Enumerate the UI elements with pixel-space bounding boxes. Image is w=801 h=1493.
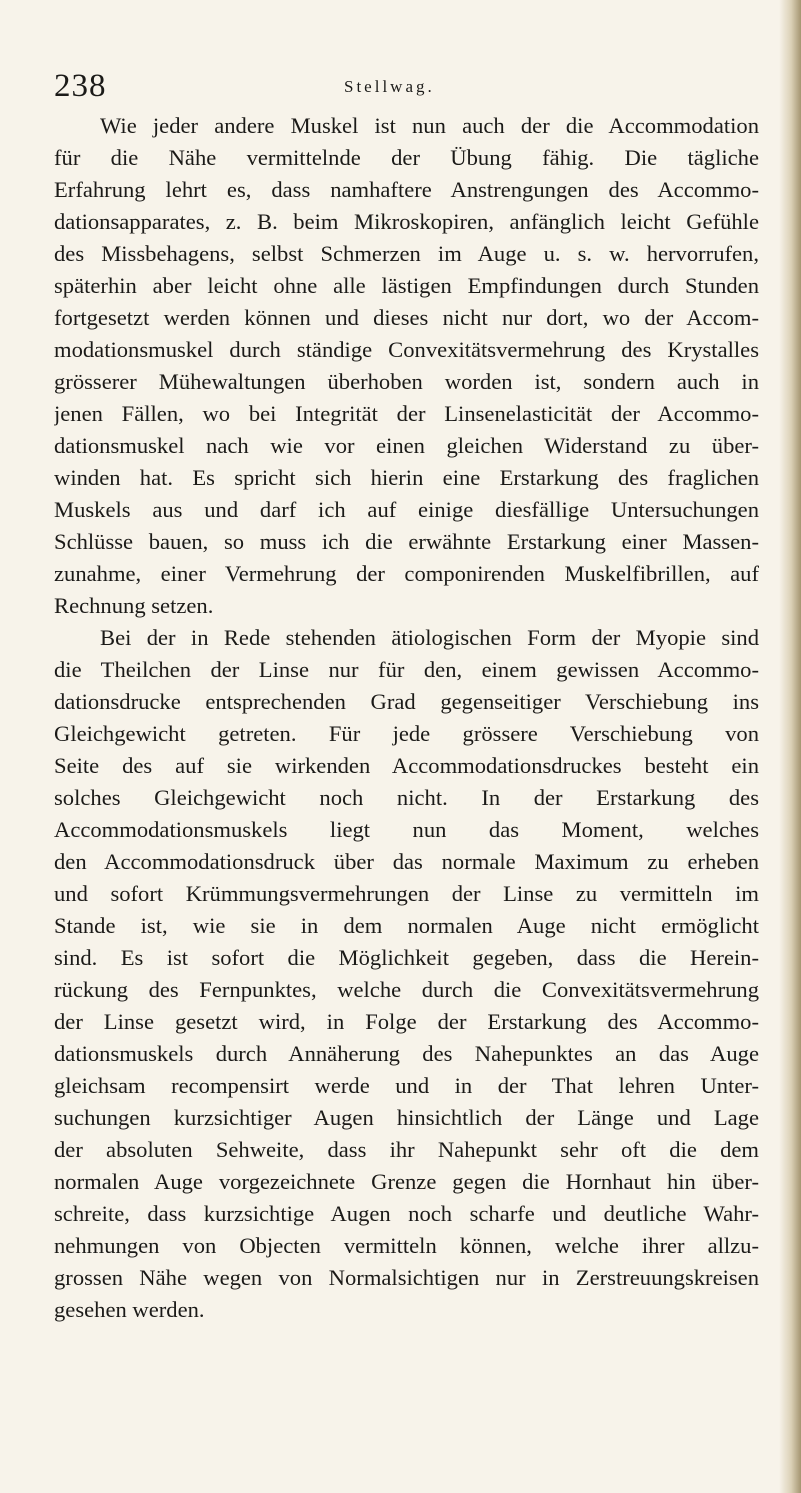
text-line: zunahme, einer Vermehrung der componirenden Muskelfibrillen, auf	[54, 561, 759, 586]
text-line: nehmungen von Objecten vermitteln können, welche ihrer allzu-	[54, 1233, 759, 1258]
running-head: Stellwag.	[344, 77, 435, 96]
text-line: modationsmuskel durch ständige Convexitätsvermehrung des Krystalles	[54, 337, 759, 362]
text-line: der absoluten Sehweite, dass ihr Nahepunkt sehr oft die dem	[54, 1137, 759, 1162]
text-line: die Theilchen der Linse nur für den, einem gewissen Accommo-	[54, 657, 759, 682]
text-line: gesehen werden.	[54, 1297, 205, 1322]
text-line: der Linse gesetzt wird, in Folge der Erstarkung des Accommo-	[54, 1009, 759, 1034]
text-line: fortgesetzt werden können und dieses nicht nur dort, wo der Accom-	[54, 305, 759, 330]
text-line: dationsdrucke entsprechenden Grad gegenseitiger Verschiebung ins	[54, 689, 759, 714]
text-line: Bei der in Rede stehenden ätiologischen Form der Myopie sind	[100, 625, 759, 650]
text-line: späterhin aber leicht ohne alle lästigen Empfindungen durch Stunden	[54, 273, 759, 298]
text-line: dationsmuskels durch Annäherung des Nahepunktes an das Auge	[54, 1041, 759, 1066]
text-line: normalen Auge vorgezeichnete Grenze gegen die Hornhaut hin über-	[54, 1169, 759, 1194]
text-line: Stande ist, wie sie in dem normalen Auge nicht ermöglicht	[54, 913, 759, 938]
text-line: Erfahrung lehrt es, dass namhaftere Anstrengungen des Accommo-	[54, 177, 759, 202]
text-line: dationsapparates, z. B. beim Mikroskopiren, anfänglich leicht Gefühle	[54, 209, 759, 234]
text-line: Muskels aus und darf ich auf einige diesfällige Untersuchungen	[54, 497, 759, 522]
text-line: den Accommodationsdruck über das normale Maximum zu erheben	[54, 849, 759, 874]
text-line: Schlüsse bauen, so muss ich die erwähnte Erstarkung einer Massen-	[54, 529, 759, 554]
page-number: 238	[54, 68, 107, 104]
text-line: Wie jeder andere Muskel ist nun auch der die Accommodation	[100, 113, 759, 138]
text-line: jenen Fällen, wo bei Integrität der Linsenelasticität der Accommo-	[54, 401, 759, 426]
page-edge-shadow	[779, 0, 801, 1493]
text-line: gleichsam recompensirt werde und in der That lehren Unter-	[54, 1073, 759, 1098]
text-line: grossen Nähe wegen von Normalsichtigen nur in Zerstreuungskreisen	[54, 1265, 759, 1290]
text-line: Rechnung setzen.	[54, 593, 214, 618]
text-line: suchungen kurzsichtiger Augen hinsichtlich der Länge und Lage	[54, 1105, 759, 1130]
text-line: winden hat. Es spricht sich hierin eine Erstarkung des fraglichen	[54, 465, 759, 490]
page-header	[54, 66, 754, 106]
text-line: rückung des Fernpunktes, welche durch die Convexitätsvermehrung	[54, 977, 759, 1002]
text-line: Gleichgewicht getreten. Für jede grössere Verschiebung von	[54, 721, 759, 746]
text-line: schreite, dass kurzsichtige Augen noch scharfe und deutliche Wahr-	[54, 1201, 759, 1226]
text-line: Accommodationsmuskels liegt nun das Moment, welches	[54, 817, 759, 842]
text-line: grösserer Mühewaltungen überhoben worden ist, sondern auch in	[54, 369, 759, 394]
text-line: sind. Es ist sofort die Möglichkeit gegeben, dass die Herein-	[54, 945, 759, 970]
text-line: solches Gleichgewicht noch nicht. In der Erstarkung des	[54, 785, 759, 810]
body-text	[54, 110, 759, 1326]
text-line: für die Nähe vermittelnde der Übung fähig. Die tägliche	[54, 145, 759, 170]
text-line: dationsmuskel nach wie vor einen gleichen Widerstand zu über-	[54, 433, 759, 458]
text-line: des Missbehagens, selbst Schmerzen im Auge u. s. w. hervorrufen,	[54, 241, 759, 266]
text-line: und sofort Krümmungsvermehrungen der Linse zu vermitteln im	[54, 881, 759, 906]
text-line: Seite des auf sie wirkenden Accommodationsdruckes besteht ein	[54, 753, 759, 778]
